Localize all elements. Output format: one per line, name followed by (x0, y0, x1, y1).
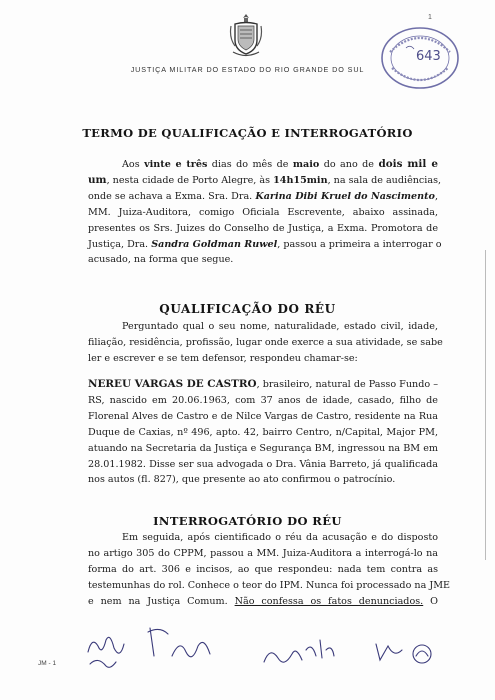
answer-line: 28.01.1982. Disse ser sua advogada o Dra. Vânia Barreto, já qualificada (88, 458, 438, 470)
page-number: 1 (428, 14, 432, 21)
answer-line: atuando na Secretaria da Justiça e Segurança BM, ingressou na BM em (88, 442, 438, 454)
intro-line: MM. Juiza-Auditora, comigo Oficiala Escrevente, abaixo assinada, (88, 206, 438, 218)
intro-line: presentes os Srs. Juizes do Conselho de Justiça, a Exma. Promotora de (88, 222, 438, 234)
answer-line: Florenal Alves de Castro e de Nilce Vargas de Castro, residente na Rua (88, 410, 438, 422)
question-line: filiação, residência, profissão, lugar onde exerce a sua atividade, se sabe (88, 336, 443, 348)
coat-of-arms-icon (229, 12, 263, 60)
qualification-answer (88, 377, 438, 488)
answer-line: RS, nascido em 20.06.1963, com 37 anos de idade, casado, filho de (88, 394, 438, 406)
underlined-statement: Não confessa os fatos denunciados. (234, 595, 424, 607)
intro-paragraph (88, 157, 442, 268)
section-title-interrogatorio: INTERROGATÓRIO DO RÉU (153, 514, 342, 528)
defendant-name: NEREU VARGAS DE CASTRO (88, 378, 257, 390)
intro-line: um, nesta cidade de Porto Alegre, às 14h15min, na sala de audiências, (88, 173, 442, 186)
stamp-number: 643 (416, 49, 441, 64)
document-title: TERMO DE QUALIFICAÇÃO E INTERROGATÓRIO (82, 126, 413, 140)
answer-line: NEREU VARGAS DE CASTRO, brasileiro, natural de Passo Fundo – (88, 378, 438, 390)
footer-code: JM - 1 (38, 660, 57, 667)
answer-line: nos autos (fl. 827), que presente ao ato confirmou o patrocínio. (88, 474, 396, 486)
interrogation-line: testemunhas do rol. Conhece o teor do IPM. Nunca foi processado na JME (88, 579, 451, 591)
intro-line: Aos vinte e três dias do mês de maio do ano de dois mil e (122, 158, 438, 170)
section-title-qualificacao: QUALIFICAÇÃO DO RÉU (159, 302, 336, 316)
answer-line: Duque de Caxias, nº 496, apto. 42, bairro Centro, n/Capital, Major PM, (88, 426, 438, 438)
intro-line: acusado, na forma que segue. (88, 254, 234, 266)
intro-line: onde se achava a Exma. Sra. Dra. Karina Dibi Kruel do Nascimento, (88, 190, 438, 202)
interrogation-line: e nem na Justiça Comum. Não confessa os fatos denunciados. O (88, 595, 438, 607)
institution-header: JUSTIÇA MILITAR DO ESTADO DO RIO GRANDE DO SUL (130, 65, 365, 74)
qualification-question (88, 319, 443, 367)
official-stamp-icon (376, 22, 466, 94)
question-line: ler e escrever e se tem defensor, respondeu chamar-se: (88, 352, 358, 364)
interrogation-line: no artigo 305 do CPPM, passou a MM. Juiza-Auditora a interrogá-lo na (88, 547, 438, 559)
question-line: Perguntado qual o seu nome, naturalidade, estado civil, idade, (122, 321, 438, 332)
interrogation-line: forma do art. 306 e incisos, ao que respondeu: nada tem contra as (88, 563, 438, 575)
signatures-icon (80, 616, 460, 676)
interrogation-paragraph (88, 530, 451, 610)
intro-line: Justiça, Dra. Sandra Goldman Ruwel, passou a primeira a interrogar o (88, 238, 442, 250)
interrogation-line: Em seguida, após cientificado o réu da acusação e do disposto (122, 532, 438, 543)
